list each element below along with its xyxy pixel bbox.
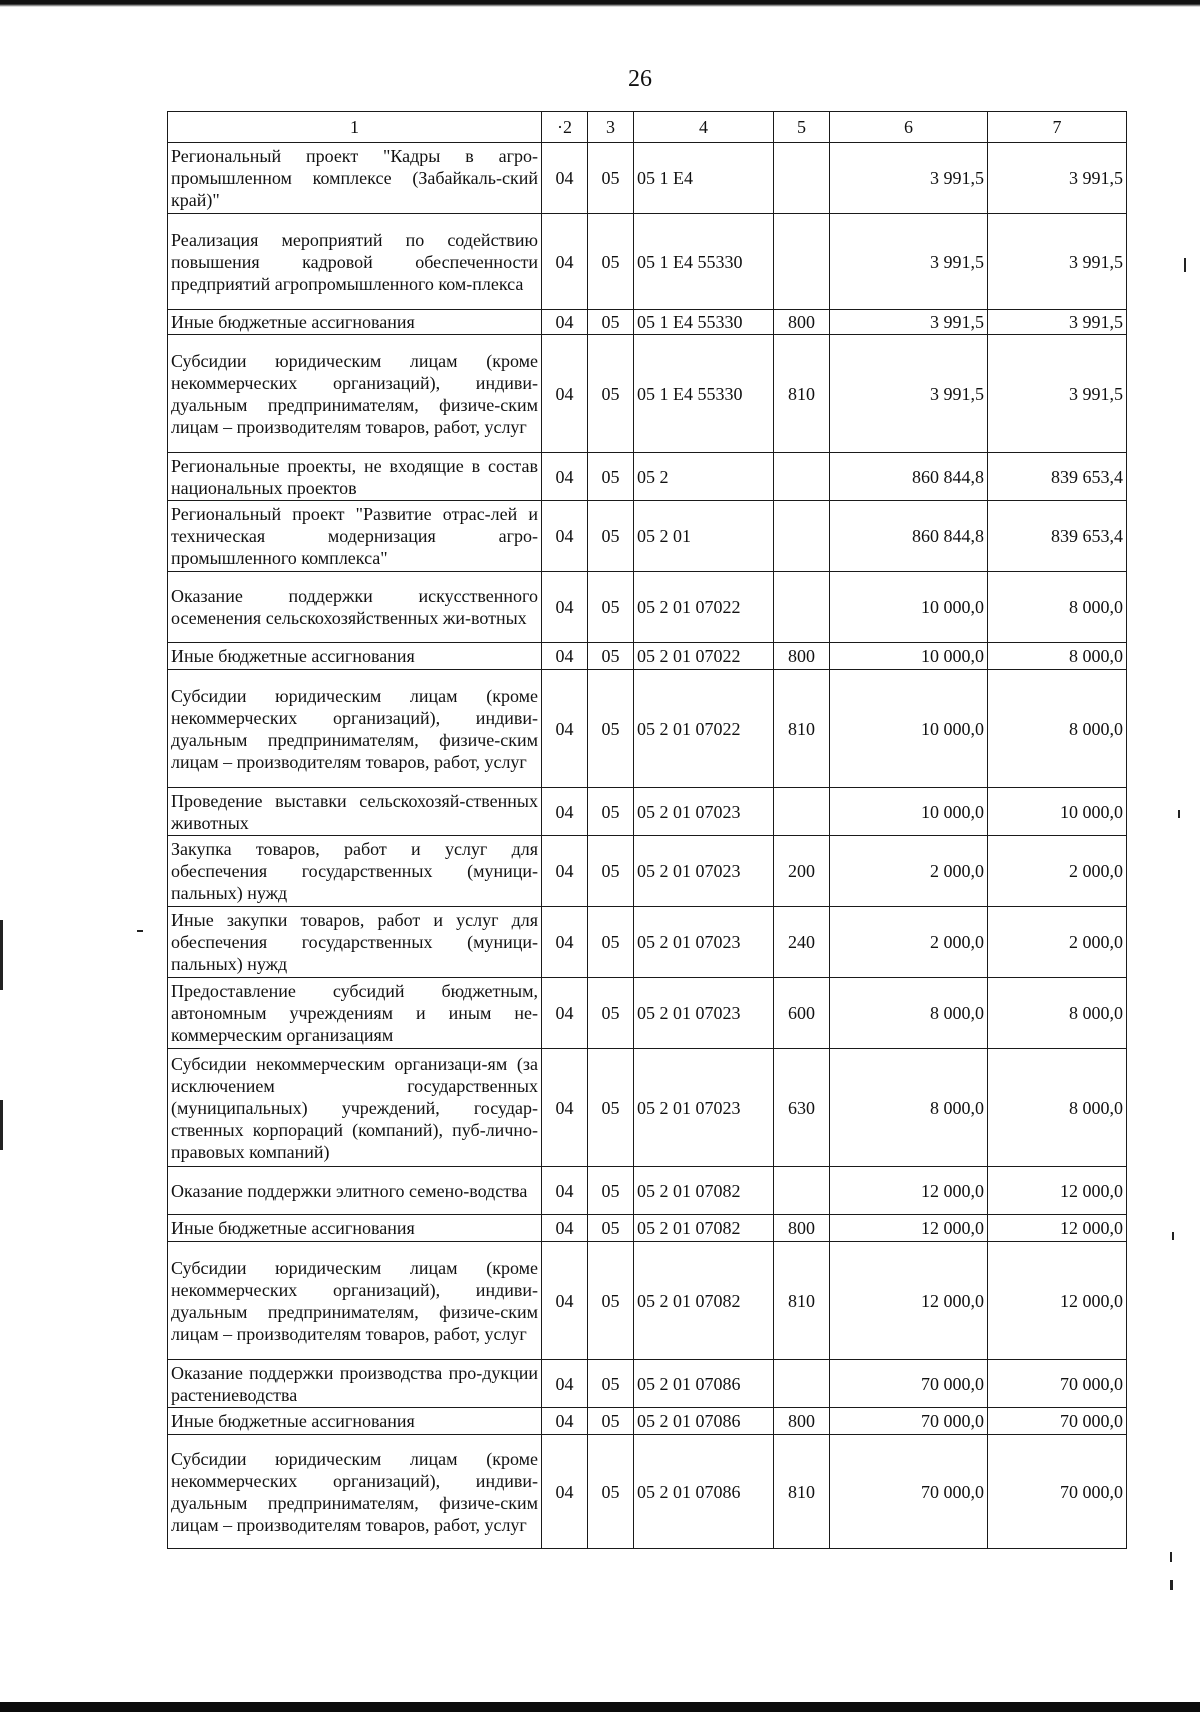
row-col-3: 05: [588, 836, 634, 907]
row-col-3: 05: [588, 1408, 634, 1435]
row-col-3: 05: [588, 501, 634, 572]
row-col-3: 05: [588, 1242, 634, 1360]
row-expense-type: 240: [774, 907, 830, 978]
row-name: Субсидии юридическим лицам (кроме некоммерческих организаций), индиви-дуальным предпринимателям, физиче-ским лицам – производителям товаров, работ, услуг: [168, 1435, 542, 1549]
row-amount-7: 70 000,0: [988, 1408, 1127, 1435]
header-row: [168, 112, 1127, 143]
table-row: [168, 643, 1127, 670]
table-row: [168, 335, 1127, 453]
row-code: 05 2 01 07086: [634, 1435, 774, 1549]
row-amount-6: 8 000,0: [830, 978, 988, 1049]
row-expense-type: 600: [774, 978, 830, 1049]
row-amount-6: 12 000,0: [830, 1242, 988, 1360]
row-amount-6: 10 000,0: [830, 643, 988, 670]
row-expense-type: 810: [774, 670, 830, 788]
row-col-2: 04: [542, 310, 588, 335]
row-expense-type: 800: [774, 643, 830, 670]
row-col-2: 04: [542, 978, 588, 1049]
row-code: 05 2 01 07022: [634, 670, 774, 788]
row-amount-7: 3 991,5: [988, 214, 1127, 310]
scan-speck: [1172, 1232, 1174, 1240]
row-name: Реализация мероприятий по содействию повышения кадровой обеспеченности предприятий агропромышленного ком-плекса: [168, 214, 542, 310]
row-amount-6: 8 000,0: [830, 1049, 988, 1167]
table-row: [168, 907, 1127, 978]
row-amount-7: 12 000,0: [988, 1242, 1127, 1360]
table-row: [168, 1408, 1127, 1435]
row-expense-type: [774, 788, 830, 836]
table-row: [168, 1360, 1127, 1408]
row-col-3: 05: [588, 1167, 634, 1215]
header-col-6: 6: [830, 112, 988, 143]
row-code: 05 2 01: [634, 501, 774, 572]
row-amount-7: 3 991,5: [988, 143, 1127, 214]
row-amount-7: 8 000,0: [988, 978, 1127, 1049]
row-amount-6: 860 844,8: [830, 501, 988, 572]
scan-speck: [1178, 810, 1180, 818]
row-col-2: 04: [542, 1215, 588, 1242]
row-name: Субсидии юридическим лицам (кроме некоммерческих организаций), индиви-дуальным предпринимателям, физиче-ским лицам – производителям товаров, работ, услуг: [168, 335, 542, 453]
row-amount-6: 3 991,5: [830, 143, 988, 214]
table-row: [168, 978, 1127, 1049]
row-col-2: 04: [542, 670, 588, 788]
row-code: 05 2 01 07023: [634, 788, 774, 836]
row-expense-type: 200: [774, 836, 830, 907]
row-amount-7: 839 653,4: [988, 501, 1127, 572]
row-col-2: 04: [542, 214, 588, 310]
row-amount-6: 3 991,5: [830, 214, 988, 310]
table-row: [168, 572, 1127, 643]
row-code: 05 2: [634, 453, 774, 501]
table-row: [168, 1242, 1127, 1360]
row-expense-type: [774, 1167, 830, 1215]
row-col-3: 05: [588, 453, 634, 501]
row-amount-7: 12 000,0: [988, 1167, 1127, 1215]
row-name: Субсидии юридическим лицам (кроме некоммерческих организаций), индиви-дуальным предпринимателям, физиче-ским лицам – производителям товаров, работ, услуг: [168, 670, 542, 788]
row-expense-type: [774, 501, 830, 572]
row-amount-6: 70 000,0: [830, 1435, 988, 1549]
row-name: Иные бюджетные ассигнования: [168, 310, 542, 335]
row-col-3: 05: [588, 907, 634, 978]
row-col-2: 04: [542, 453, 588, 501]
row-amount-7: 2 000,0: [988, 907, 1127, 978]
table-row: [168, 143, 1127, 214]
row-code: 05 1 Е4 55330: [634, 214, 774, 310]
row-code: 05 2 01 07082: [634, 1167, 774, 1215]
scan-speck: [1184, 258, 1186, 272]
row-amount-7: 3 991,5: [988, 310, 1127, 335]
row-name: Предоставление субсидий бюджетным, автономным учреждениям и иным не-коммерческим организациям: [168, 978, 542, 1049]
row-col-3: 05: [588, 1435, 634, 1549]
row-col-2: 04: [542, 1242, 588, 1360]
row-amount-6: 70 000,0: [830, 1360, 988, 1408]
row-amount-7: 3 991,5: [988, 335, 1127, 453]
row-amount-7: 8 000,0: [988, 572, 1127, 643]
row-col-3: 05: [588, 572, 634, 643]
row-col-2: 04: [542, 501, 588, 572]
row-name: Субсидии юридическим лицам (кроме некоммерческих организаций), индиви-дуальным предпринимателям, физиче-ским лицам – производителям товаров, работ, услуг: [168, 1242, 542, 1360]
row-code: 05 1 Е4 55330: [634, 310, 774, 335]
row-amount-6: 10 000,0: [830, 572, 988, 643]
row-name: Оказание поддержки элитного семено-водства: [168, 1167, 542, 1215]
row-col-2: 04: [542, 1167, 588, 1215]
row-code: 05 2 01 07023: [634, 907, 774, 978]
scan-speck: [1170, 1552, 1172, 1562]
row-expense-type: 810: [774, 1435, 830, 1549]
row-code: 05 2 01 07022: [634, 572, 774, 643]
row-expense-type: [774, 143, 830, 214]
row-name: Региональный проект "Развитие отрас-лей и техническая модернизация агро-промышленного комплекса": [168, 501, 542, 572]
row-col-2: 04: [542, 143, 588, 214]
row-col-3: 05: [588, 788, 634, 836]
scan-top-edge: [0, 0, 1200, 7]
table-row: [168, 1167, 1127, 1215]
row-col-3: 05: [588, 143, 634, 214]
row-col-2: 04: [542, 1049, 588, 1167]
row-col-3: 05: [588, 978, 634, 1049]
row-code: 05 2 01 07023: [634, 836, 774, 907]
row-name: Региональный проект "Кадры в агро-промышленном комплексе (Забайкаль-ский край)": [168, 143, 542, 214]
budget-table: [167, 111, 1127, 1549]
scan-speck: [1170, 1580, 1173, 1590]
header-col-4: 4: [634, 112, 774, 143]
row-col-2: 04: [542, 788, 588, 836]
table-row: [168, 836, 1127, 907]
row-expense-type: 800: [774, 1215, 830, 1242]
table-row: [168, 453, 1127, 501]
row-amount-7: 12 000,0: [988, 1215, 1127, 1242]
row-amount-6: 3 991,5: [830, 335, 988, 453]
row-name: Оказание поддержки искусственного осеменения сельскохозяйственных жи-вотных: [168, 572, 542, 643]
row-code: 05 2 01 07023: [634, 1049, 774, 1167]
row-code: 05 2 01 07023: [634, 978, 774, 1049]
row-expense-type: [774, 453, 830, 501]
row-amount-6: 12 000,0: [830, 1167, 988, 1215]
table-row: [168, 1049, 1127, 1167]
scan-bottom-edge: [0, 1702, 1200, 1712]
row-amount-6: 12 000,0: [830, 1215, 988, 1242]
scan-speck: [0, 1100, 3, 1150]
row-amount-7: 2 000,0: [988, 836, 1127, 907]
header-col-2: ·2: [542, 112, 588, 143]
header-col-7: 7: [988, 112, 1127, 143]
row-col-3: 05: [588, 643, 634, 670]
row-col-3: 05: [588, 1360, 634, 1408]
row-code: 05 2 01 07082: [634, 1215, 774, 1242]
table-row: [168, 501, 1127, 572]
row-col-2: 04: [542, 1360, 588, 1408]
row-name: Региональные проекты, не входящие в состав национальных проектов: [168, 453, 542, 501]
row-col-3: 05: [588, 214, 634, 310]
row-code: 05 1 Е4: [634, 143, 774, 214]
row-expense-type: [774, 1360, 830, 1408]
table-row: [168, 1435, 1127, 1549]
row-col-2: 04: [542, 643, 588, 670]
row-name: Иные закупки товаров, работ и услуг для обеспечения государственных (муници-пальных) нужд: [168, 907, 542, 978]
row-code: 05 1 Е4 55330: [634, 335, 774, 453]
page-number: 26: [628, 66, 652, 92]
row-amount-7: 8 000,0: [988, 643, 1127, 670]
row-col-2: 04: [542, 1408, 588, 1435]
row-amount-6: 10 000,0: [830, 788, 988, 836]
row-col-3: 05: [588, 1049, 634, 1167]
table-row: [168, 310, 1127, 335]
row-amount-6: 2 000,0: [830, 907, 988, 978]
row-amount-7: 70 000,0: [988, 1360, 1127, 1408]
scan-speck: [137, 930, 143, 932]
header-col-1: 1: [168, 112, 542, 143]
row-amount-6: 860 844,8: [830, 453, 988, 501]
row-name: Проведение выставки сельскохозяй-ственных животных: [168, 788, 542, 836]
row-amount-7: 70 000,0: [988, 1435, 1127, 1549]
row-col-3: 05: [588, 335, 634, 453]
table-row: [168, 788, 1127, 836]
scan-speck: [0, 920, 3, 990]
row-col-3: 05: [588, 310, 634, 335]
row-amount-7: 8 000,0: [988, 1049, 1127, 1167]
table-row: [168, 670, 1127, 788]
row-amount-6: 3 991,5: [830, 310, 988, 335]
table-row: [168, 1215, 1127, 1242]
row-col-3: 05: [588, 670, 634, 788]
row-expense-type: 810: [774, 1242, 830, 1360]
row-amount-7: 10 000,0: [988, 788, 1127, 836]
row-expense-type: 810: [774, 335, 830, 453]
table-row: [168, 214, 1127, 310]
row-col-3: 05: [588, 1215, 634, 1242]
row-expense-type: 800: [774, 1408, 830, 1435]
row-code: 05 2 01 07082: [634, 1242, 774, 1360]
row-amount-6: 70 000,0: [830, 1408, 988, 1435]
row-name: Иные бюджетные ассигнования: [168, 1408, 542, 1435]
row-expense-type: [774, 214, 830, 310]
row-col-2: 04: [542, 335, 588, 453]
header-col-5: 5: [774, 112, 830, 143]
row-name: Иные бюджетные ассигнования: [168, 1215, 542, 1242]
row-amount-7: 8 000,0: [988, 670, 1127, 788]
row-code: 05 2 01 07086: [634, 1360, 774, 1408]
row-col-2: 04: [542, 1435, 588, 1549]
row-amount-6: 10 000,0: [830, 670, 988, 788]
row-col-2: 04: [542, 836, 588, 907]
row-name: Оказание поддержки производства про-дукции растениеводства: [168, 1360, 542, 1408]
row-amount-6: 2 000,0: [830, 836, 988, 907]
row-name: Иные бюджетные ассигнования: [168, 643, 542, 670]
row-expense-type: 800: [774, 310, 830, 335]
row-name: Субсидии некоммерческим организаци-ям (за исключением государственных (муниципальных) учреждений, государ-ственных корпораций (компаний), пуб-лично-правовых компаний): [168, 1049, 542, 1167]
row-name: Закупка товаров, работ и услуг для обеспечения государственных (муници-пальных) нужд: [168, 836, 542, 907]
row-expense-type: [774, 572, 830, 643]
row-code: 05 2 01 07022: [634, 643, 774, 670]
row-expense-type: 630: [774, 1049, 830, 1167]
header-col-3: 3: [588, 112, 634, 143]
row-col-2: 04: [542, 907, 588, 978]
row-amount-7: 839 653,4: [988, 453, 1127, 501]
row-code: 05 2 01 07086: [634, 1408, 774, 1435]
row-col-2: 04: [542, 572, 588, 643]
